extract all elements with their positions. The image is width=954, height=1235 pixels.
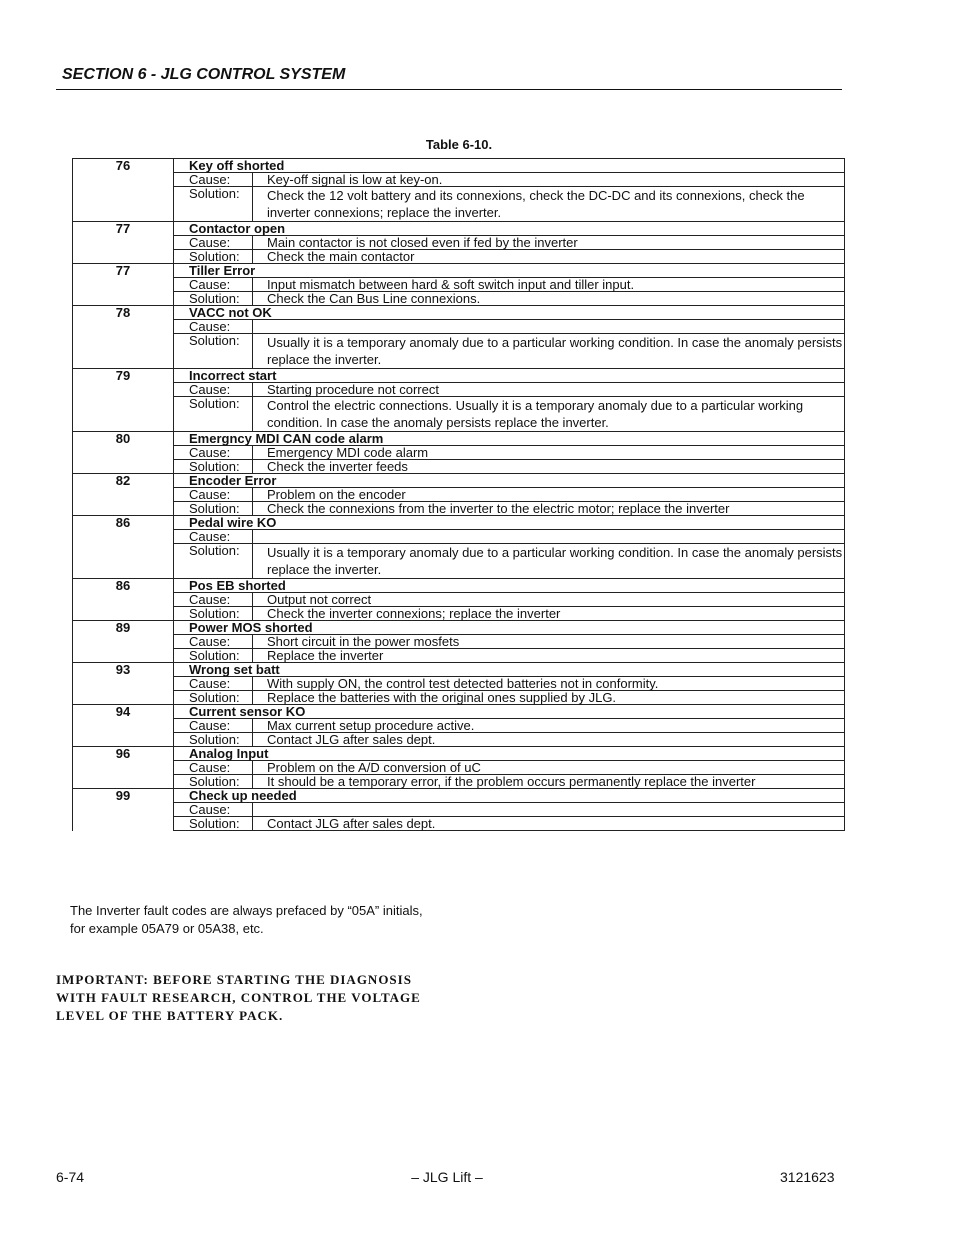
table-caption: Table 6-10. [425,137,493,152]
cause-label: Cause: [174,719,253,733]
cause-label: Cause: [174,383,253,397]
fault-cause-row [73,446,845,460]
fault-title: VACC not OK [174,306,845,320]
fault-row [73,789,845,803]
fault-code: 93 [73,663,174,705]
solution-text: Check the inverter feeds [253,460,845,474]
cause-text: Main contactor is not closed even if fed by the inverter [253,236,845,250]
fault-cause-row [73,761,845,775]
fault-solution-row [73,817,845,831]
fault-title: Analog Input [174,747,845,761]
solution-text: Usually it is a temporary anomaly due to a particular working condition. In case the anomaly persists replace the inverter. [253,544,845,579]
cause-text: Output not correct [253,593,845,607]
document-number: 3121623 [780,1169,835,1185]
fault-cause-row [73,320,845,334]
fault-solution-row [73,607,845,621]
solution-label: Solution: [174,187,253,222]
solution-label: Solution: [174,649,253,663]
fault-cause-row [73,278,845,292]
cause-label: Cause: [174,593,253,607]
fault-title: Power MOS shorted [174,621,845,635]
solution-text: Replace the batteries with the original ones supplied by JLG. [253,691,845,705]
fault-cause-row [73,677,845,691]
fault-solution-row [73,334,845,369]
header-rule [56,89,842,90]
fault-solution-row [73,733,845,747]
cause-label: Cause: [174,635,253,649]
fault-code: 86 [73,516,174,579]
solution-label: Solution: [174,733,253,747]
fault-code: 94 [73,705,174,747]
fault-title: Emergncy MDI CAN code alarm [174,432,845,446]
solution-label: Solution: [174,817,253,831]
cause-label: Cause: [174,278,253,292]
cause-text [253,803,845,817]
page-number: 6-74 [56,1169,85,1185]
fault-row [73,579,845,593]
fault-row [73,663,845,677]
cause-text: Starting procedure not correct [253,383,845,397]
fault-cause-row [73,803,845,817]
solution-text: Check the Can Bus Line connexions. [253,292,845,306]
fault-solution-row [73,775,845,789]
fault-cause-row [73,383,845,397]
solution-text: Check the 12 volt battery and its connexions, check the DC-DC and its connexions, check the inverter connexions; replace the inverter. [253,187,845,222]
cause-label: Cause: [174,173,253,187]
fault-title: Pedal wire KO [174,516,845,530]
cause-text: Emergency MDI code alarm [253,446,845,460]
fault-solution-row [73,292,845,306]
fault-code: 80 [73,432,174,474]
solution-label: Solution: [174,607,253,621]
cause-label: Cause: [174,761,253,775]
fault-row [73,222,845,236]
fault-code: 79 [73,369,174,432]
fault-solution-row [73,502,845,516]
fault-code: 86 [73,579,174,621]
fault-row [73,474,845,488]
cause-text: Input mismatch between hard & soft switch input and tiller input. [253,278,845,292]
section-title: SECTION 6 - JLG CONTROL SYSTEM [62,66,346,83]
fault-row [73,747,845,761]
fault-row [73,159,845,173]
important-notice: IMPORTANT: BEFORE STARTING THE DIAGNOSIS WITH FAULT RESEARCH, CONTROL THE VOLTAGE LEVEL OF THE BATTERY PACK. [56,972,421,1023]
cause-text [253,320,845,334]
fault-row [73,432,845,446]
fault-cause-row [73,719,845,733]
solution-label: Solution: [174,691,253,705]
solution-text: It should be a temporary error, if the problem occurs permanently replace the inverter [253,775,845,789]
fault-title: Key off shorted [174,159,845,173]
cause-label: Cause: [174,446,253,460]
cause-label: Cause: [174,803,253,817]
solution-label: Solution: [174,292,253,306]
fault-code: 82 [73,474,174,516]
cause-text: Max current setup procedure active. [253,719,845,733]
solution-label: Solution: [174,775,253,789]
fault-solution-row [73,649,845,663]
footer-brand: – JLG Lift – [411,1169,483,1185]
fault-code: 76 [73,159,174,222]
cause-text: Problem on the encoder [253,488,845,502]
fault-cause-row [73,593,845,607]
cause-label: Cause: [174,488,253,502]
fault-title: Check up needed [174,789,845,803]
cause-text: Key-off signal is low at key-on. [253,173,845,187]
solution-text: Contact JLG after sales dept. [253,817,845,831]
solution-text: Replace the inverter [253,649,845,663]
cause-text [253,530,845,544]
fault-row [73,306,845,320]
fault-row [73,516,845,530]
fault-title: Wrong set batt [174,663,845,677]
fault-title: Encoder Error [174,474,845,488]
fault-title: Pos EB shorted [174,579,845,593]
fault-cause-row [73,488,845,502]
solution-label: Solution: [174,502,253,516]
cause-text: Short circuit in the power mosfets [253,635,845,649]
fault-cause-row [73,173,845,187]
solution-text: Usually it is a temporary anomaly due to a particular working condition. In case the anomaly persists replace the inverter. [253,334,845,369]
solution-text: Control the electric connections. Usually it is a temporary anomaly due to a particular working condition. In case the anomaly persists replace the inverter. [253,397,845,432]
fault-solution-row [73,691,845,705]
fault-row [73,369,845,383]
fault-code: 96 [73,747,174,789]
solution-label: Solution: [174,460,253,474]
fault-code: 77 [73,222,174,264]
fault-code-note: The Inverter fault codes are always prefaced by “05A” initials, for example 05A79 or 05A38, etc. [70,903,423,936]
fault-solution-row [73,544,845,579]
fault-cause-row [73,530,845,544]
cause-label: Cause: [174,530,253,544]
cause-label: Cause: [174,677,253,691]
fault-solution-row [73,250,845,264]
cause-label: Cause: [174,236,253,250]
fault-row [73,264,845,278]
fault-cause-row [73,635,845,649]
solution-text: Check the inverter connexions; replace the inverter [253,607,845,621]
fault-solution-row [73,460,845,474]
fault-row [73,621,845,635]
fault-title: Current sensor KO [174,705,845,719]
solution-label: Solution: [174,334,253,369]
solution-label: Solution: [174,544,253,579]
fault-table-body [73,159,845,831]
solution-text: Check the connexions from the inverter to the electric motor; replace the inverter [253,502,845,516]
fault-cause-row [73,236,845,250]
cause-label: Cause: [174,320,253,334]
fault-code-table [72,158,845,831]
fault-solution-row [73,397,845,432]
fault-title: Tiller Error [174,264,845,278]
fault-code: 89 [73,621,174,663]
fault-row [73,705,845,719]
solution-label: Solution: [174,250,253,264]
solution-text: Check the main contactor [253,250,845,264]
fault-title: Contactor open [174,222,845,236]
cause-text: Problem on the A/D conversion of uC [253,761,845,775]
solution-label: Solution: [174,397,253,432]
fault-code: 77 [73,264,174,306]
solution-text: Contact JLG after sales dept. [253,733,845,747]
fault-code: 78 [73,306,174,369]
cause-text: With supply ON, the control test detected batteries not in conformity. [253,677,845,691]
fault-solution-row [73,187,845,222]
fault-code: 99 [73,789,174,831]
fault-title: Incorrect start [174,369,845,383]
